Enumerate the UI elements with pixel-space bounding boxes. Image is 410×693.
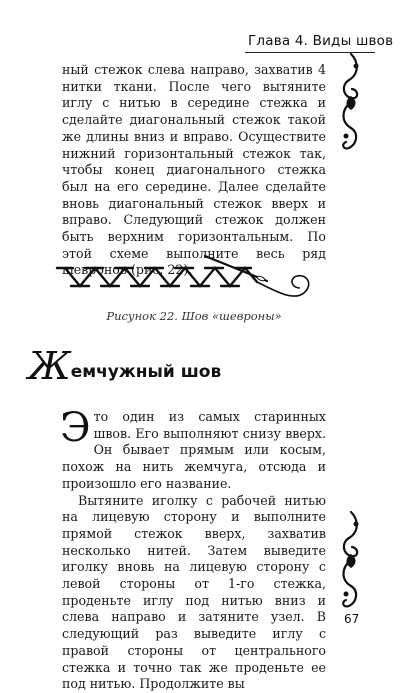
paragraph-body-2-line: сторону и выполните прямой стежок вверх, захва (62, 509, 326, 541)
paragraph-body-2-line: на лицевую сторону с левой стороны от 1-го стеж (62, 559, 326, 592)
paragraph-top-line: (рис. 22). (130, 262, 193, 278)
page-header (0, 0, 410, 55)
chevron-stitch-illustration (45, 250, 315, 305)
paragraph-body-2 (62, 493, 326, 693)
page-number: 67 (344, 612, 360, 626)
paragraph-body-1-text (60, 405, 326, 491)
paragraph-top-line: так, чтобы конец диагонального стежка был на (62, 145, 326, 194)
paragraph-body-1 (60, 405, 326, 493)
section-heading (28, 344, 221, 394)
drop-cap: Э (60, 405, 91, 451)
paragraph-body-2-line: так же проденьте ее под нитью. Продолжите вы (62, 659, 326, 692)
swirl-ornament-top-icon (337, 52, 365, 152)
figure-caption: Рисунок 22. Шов «шевроны» (106, 309, 282, 323)
paragraph-body-2-line: с правой стороны от центрального стежка и точно (62, 626, 326, 675)
paragraph-top-line: жок такой же длины вниз и вправо. Осу (62, 112, 326, 144)
paragraph-body-2-line: Вытяните иголку с рабочей нитью на лицевую (62, 492, 326, 525)
paragraph-top-line: редине стежка и сделайте диагональный сте (62, 95, 326, 128)
paragraph-top-line: ществите нижний горизонтальный стежок (62, 128, 326, 161)
paragraph-body (60, 405, 327, 693)
section-initial: Ж (28, 344, 70, 388)
paragraph-body-2-line: и затяните узел. В следующий раз выведите иглу (62, 609, 327, 642)
paragraph-body-1-line: то один из самых старинных швов. Его вы (93, 409, 326, 441)
paragraph-top-line: ткани. После чего вытяните иглу с нитью в се (62, 78, 326, 111)
chapter-title: Глава 4. Виды швов (248, 33, 394, 49)
paragraph-top-line: ный стежок слева направо, захватив 4 нитки (62, 62, 326, 94)
swirl-ornament-bottom-icon (337, 508, 365, 610)
paragraph-top (62, 62, 326, 279)
paragraph-top-line: его середине. Далее сделайте вновь диагональ (62, 178, 326, 211)
paragraph-top-text (62, 62, 326, 279)
paragraph-body-1-line: косым, похож на нить жемчуга, отсюда и прои (62, 442, 326, 491)
paragraph-top-line: жок должен быть верхним горизонтальным. (62, 212, 326, 245)
paragraph-top-line: По этой схеме выполните весь ряд шевронов (62, 229, 326, 278)
paragraph-body-2-line: ка, проденьте иглу под нитью вниз и слева направо (62, 576, 326, 625)
paragraph-body-1-line: полняют снизу вверх. Он бывает прямым или (93, 425, 326, 458)
paragraph-top-line: ный стежок вверх и вправо. Следующий сте (62, 195, 326, 228)
paragraph-body-1-line: зошло его название. (94, 475, 232, 491)
paragraph-body-2-line: тив несколько нитей. Затем выведите иголку вновь (62, 525, 326, 575)
section-title-rest: емчужный шов (70, 362, 222, 382)
